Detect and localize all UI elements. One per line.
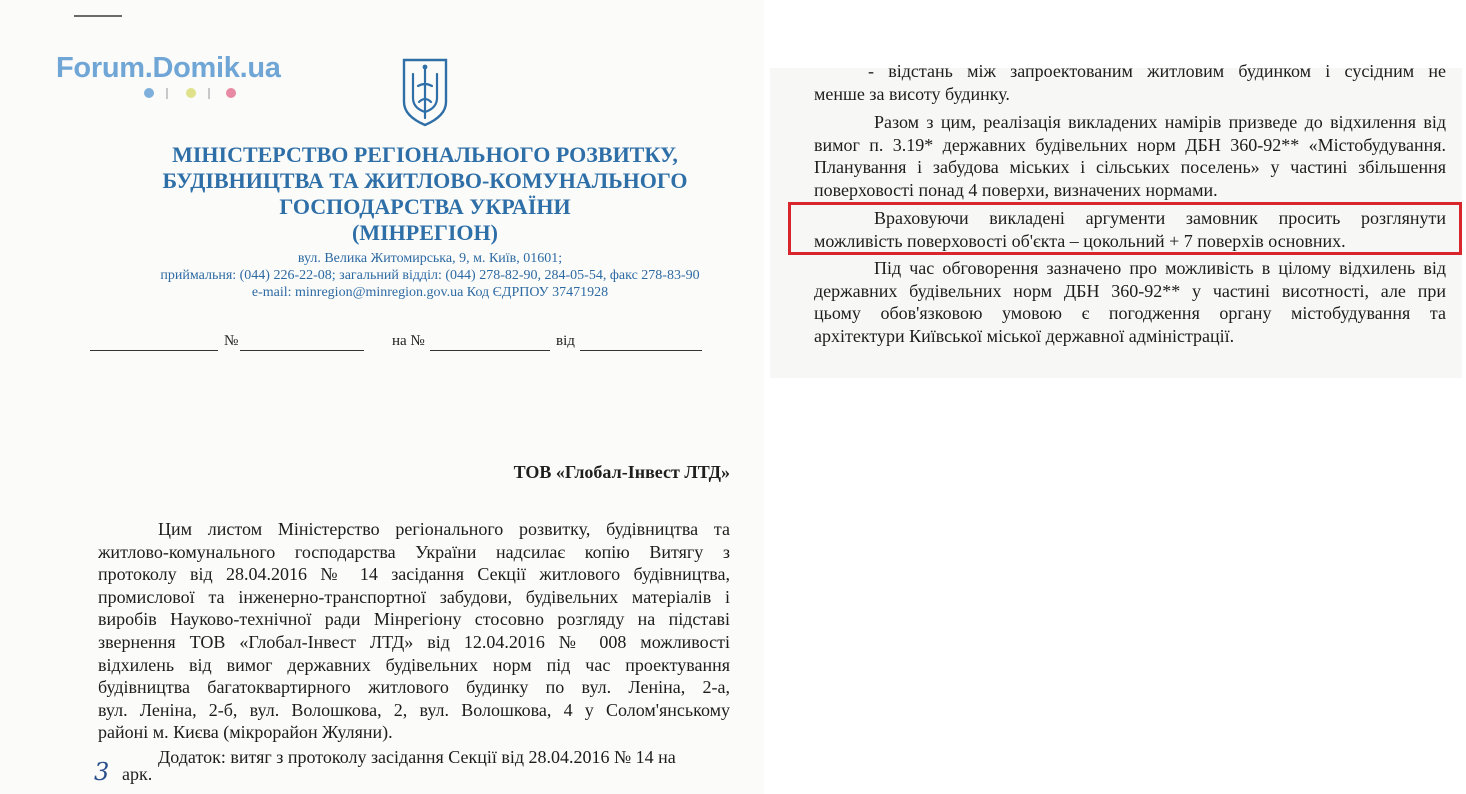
text-line: можливість поверховості об'єкта – цокольний + 7 поверхів основних. <box>814 230 1346 251</box>
attachment-note <box>98 746 730 769</box>
text-line: менше за висоту будинку. <box>814 83 1010 104</box>
watermark-separator <box>208 88 210 99</box>
text-line: цьому обов'язковою умовою є погодження органу містобудування та <box>814 303 1446 324</box>
attachment-line: Додаток: витяг з протоколу засідання Секції від 28.04.2016 № 14 на <box>158 747 676 767</box>
text-line: промислової та інженерно-транспортної забудови, будівельних матеріалів і <box>98 586 730 607</box>
ministry-line: (МІНРЕГІОН) <box>352 220 498 245</box>
number-blank <box>240 350 364 351</box>
text-line: Планування і забудова міських і сільських поселень» у частині збільшення <box>814 157 1446 178</box>
email-line: e-mail: minregion@minregion.gov.ua Код ЄДРПОУ 37471928 <box>251 285 609 300</box>
ministry-line: БУДІВНИЦТВА ТА ЖИТЛОВО-КОМУНАЛЬНОГО <box>162 168 688 193</box>
ministry-name <box>150 142 700 246</box>
number-label: № <box>224 333 239 349</box>
text-line: Під час обговорення зазначено про можливість в цілому відхилень від <box>874 258 1446 278</box>
ministry-contacts <box>100 250 760 301</box>
from-blank <box>580 350 702 351</box>
watermark-logo: Forum.Domik.ua <box>56 52 281 84</box>
watermark-separator <box>166 88 168 99</box>
recipient: ТОВ «Глобал-Інвест ЛТД» <box>513 462 730 482</box>
text-line: - відстань між запроектованим житловим будинком і сусідним не <box>868 61 1446 81</box>
text-line: поверховості понад 4 поверхи, визначених нормами. <box>814 179 1218 200</box>
excerpt-paragraph <box>814 111 1446 201</box>
handwritten-page-count: 3 <box>94 758 110 786</box>
text-line: державних будівельних норм ДБН 360-92** у частині висотності, але при <box>814 280 1446 301</box>
text-line: Разом з цим, реалізація викладених намірів призведе до відхилення від <box>874 112 1446 132</box>
watermark-dot-yellow <box>186 88 196 98</box>
text-line: архітектури Київської міської державної адміністрації. <box>814 325 1235 346</box>
highlight-box <box>788 202 1462 255</box>
from-label: від <box>556 333 575 349</box>
on-number-label: на № <box>392 333 425 349</box>
text-line: відхилень від вимог державних будівельних норм під час проектування <box>98 654 730 675</box>
text-line: протоколу від 28.04.2016 № 14 засідання Секції житлового будівництва, <box>98 564 730 585</box>
address-line: вул. Велика Житомирська, 9, м. Київ, 01601; <box>297 251 563 266</box>
excerpt-paragraph <box>814 257 1446 347</box>
text-line: вимог п. 3.19* державних будівельних норм ДБН 360-92** «Містобудування. <box>814 134 1446 155</box>
excerpt-list-item <box>814 60 1446 105</box>
ministry-line: ГОСПОДАРСТВА УКРАЇНИ <box>279 194 571 219</box>
attachment-unit: арк. <box>122 764 153 784</box>
watermark-dot-blue <box>144 88 154 98</box>
on-number-blank <box>430 350 550 351</box>
text-line: звернення ТОВ «Глобал-Інвест ЛТД» від 12.04.2016 № 008 можливості <box>98 631 730 652</box>
text-line: районі м. Києва (мікрорайон Жуляни). <box>98 722 393 743</box>
top-mark <box>74 15 122 17</box>
reference-line <box>90 333 710 353</box>
ministry-line: МІНІСТЕРСТВО РЕГІОНАЛЬНОГО РОЗВИТКУ, <box>172 142 678 167</box>
watermark-dot-pink <box>226 88 236 98</box>
text-line: вул. Леніна, 2-б, вул. Волошкова, 2, вул. Волошкова, 4 у Солом'янському <box>98 699 730 720</box>
text-line: Враховуючи викладені аргументи замовник просить розглянути <box>874 208 1446 228</box>
text-line: виробів Науково-технічної ради Мінрегіону стосовно розгляду на підставі <box>98 609 730 630</box>
text-line: будівництва багатоквартирного житлового будинку по вул. Леніна, 2-а, <box>98 677 730 698</box>
letter-body-paragraph <box>98 518 730 744</box>
text-line: Цим листом Міністерство регіонального розвитку, будівництва та <box>158 519 730 539</box>
phone-line: приймальня: (044) 226-22-08; загальний відділ: (044) 278-82-90, 284-05-54, факс 278-83-90 <box>160 268 700 283</box>
coat-of-arms-icon <box>400 56 450 128</box>
text-line: житлово-комунального господарства України надсилає копію Витягу з <box>98 541 730 562</box>
date-blank <box>90 350 218 351</box>
